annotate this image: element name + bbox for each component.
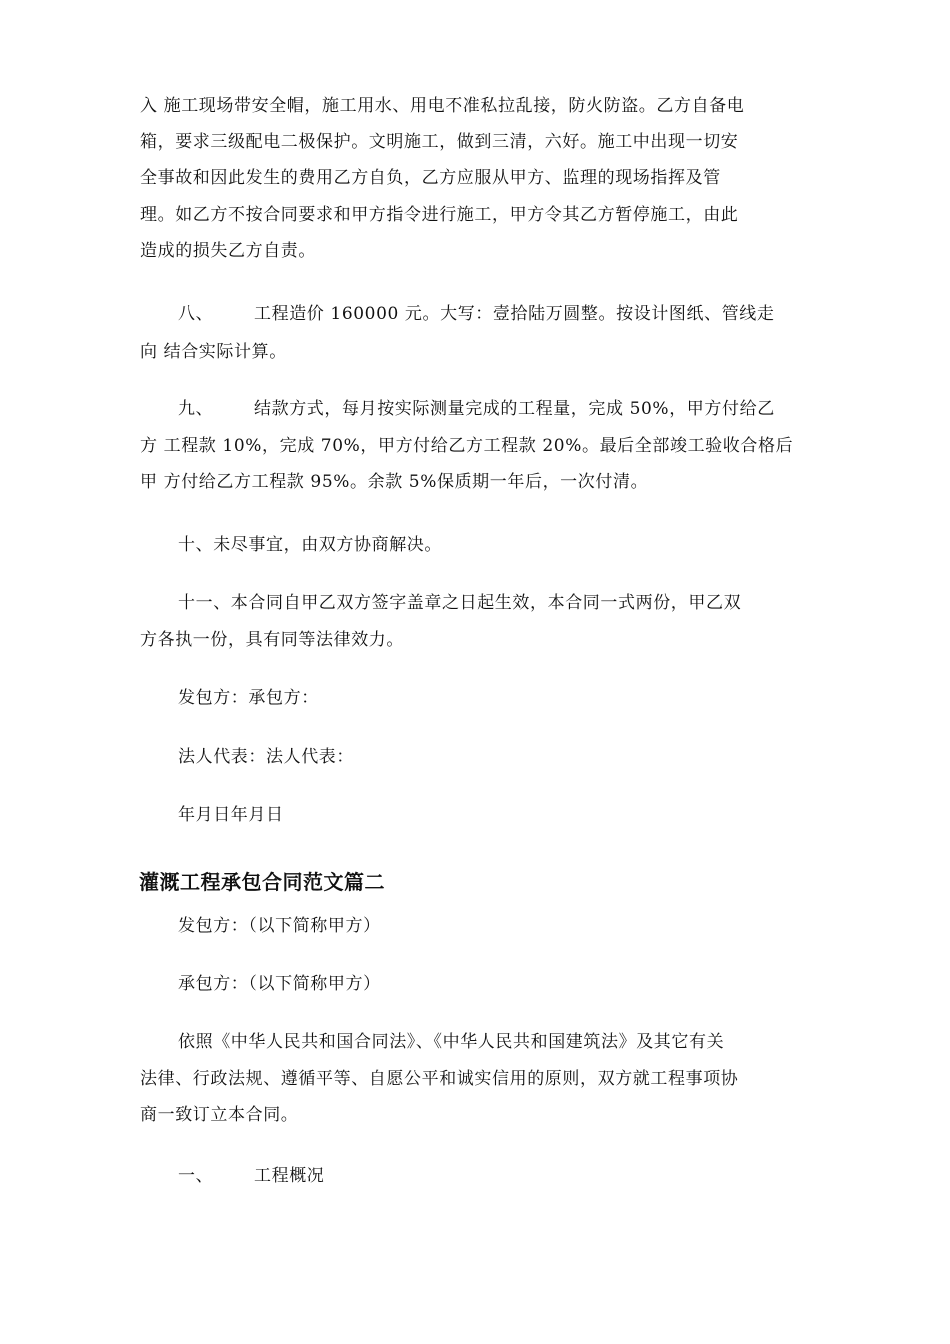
clause-9-number: 九、 — [178, 399, 214, 419]
signature-dates: 年月日年月日 — [178, 805, 284, 825]
section-heading: 灌溉工程承包合同范文篇二 — [139, 870, 385, 894]
clause-9-line-2: 方 工程款 10%，完成 70%，甲方付给乙方工程款 20%。最后全部竣工验收合格后 — [140, 436, 794, 456]
preamble-line-2: 法律、行政法规、遵循平等、自愿公平和诚实信用的原则，双方就工程事项协 — [140, 1069, 739, 1089]
item-1-label: 工程概况 — [254, 1166, 325, 1186]
preamble-line-1: 依照《中华人民共和国合同法》、《中华人民共和国建筑法》及其它有关 — [178, 1032, 725, 1052]
paragraph-line: 箱，要求三级配电二极保护。文明施工，做到三清，六好。施工中出现一切安 — [140, 132, 739, 152]
clause-8-line-2: 向 结合实际计算。 — [140, 342, 287, 362]
signature-representatives: 法人代表：法人代表： — [178, 747, 354, 767]
clause-11-line-2: 方各执一份，具有同等法律效力。 — [140, 630, 404, 650]
paragraph-line: 造成的损失乙方自责。 — [140, 241, 316, 261]
clause-9-line-1 — [178, 398, 775, 420]
clause-8-line-1 — [178, 303, 775, 325]
item-1 — [178, 1165, 324, 1187]
contractor-line: 承包方：（以下简称甲方） — [178, 974, 381, 994]
clause-10: 十、未尽事宜，由双方协商解决。 — [178, 535, 442, 555]
clause-8-text: 工程造价 160000 元。大写：壹拾陆万圆整。按设计图纸、管线走 — [254, 304, 775, 324]
clause-8-number: 八、 — [178, 304, 214, 324]
employer-line: 发包方：（以下简称甲方） — [178, 916, 381, 936]
paragraph-line: 全事故和因此发生的费用乙方自负，乙方应服从甲方、监理的现场指挥及管 — [140, 168, 721, 188]
signature-parties: 发包方：承包方： — [178, 688, 319, 708]
item-1-number: 一、 — [178, 1166, 214, 1186]
paragraph-line: 理。如乙方不按合同要求和甲方指令进行施工，甲方令其乙方暂停施工，由此 — [140, 205, 739, 225]
clause-11-line-1: 十一、本合同自甲乙双方签字盖章之日起生效，本合同一式两份，甲乙双 — [178, 593, 742, 613]
preamble-line-3: 商一致订立本合同。 — [140, 1105, 299, 1125]
clause-9-text: 结款方式，每月按实际测量完成的工程量，完成 50%，甲方付给乙 — [254, 399, 775, 419]
paragraph-line: 入 施工现场带安全帽，施工用水、用电不准私拉乱接，防火防盗。乙方自备电 — [140, 96, 745, 116]
clause-9-line-3: 甲 方付给乙方工程款 95%。余款 5%保质期一年后，一次付清。 — [140, 472, 649, 492]
